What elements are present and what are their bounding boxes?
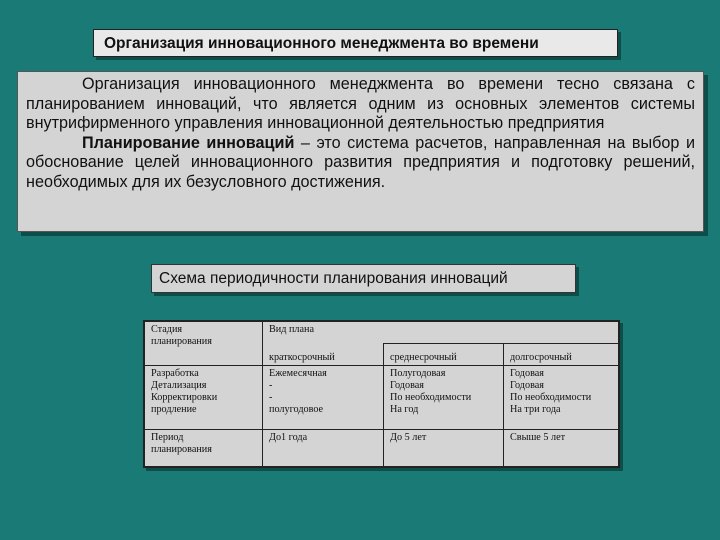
- row-stage-label: [145, 366, 263, 430]
- row-period-label: [145, 430, 263, 467]
- table-cell-line: На три года: [510, 404, 561, 415]
- table-cell-line: Разработка: [151, 368, 199, 379]
- table-cell-line: Годовая: [390, 380, 424, 391]
- definition-paragraph: [26, 134, 695, 193]
- table-cell-line: -: [269, 380, 273, 391]
- stage-long-cell: [504, 366, 619, 430]
- table-cell-line: Полугодовая: [390, 368, 446, 379]
- header-plan-type-cell: [263, 322, 619, 344]
- intro-paragraph: Организация инновационного менеджмента во времени тесно связана с планированием инноваций, что является одним из основных элементов системы внутрифирменного управления инновационной деятельностью предприятия: [26, 75, 695, 133]
- plan-type-short: краткосрочный: [263, 344, 384, 366]
- header-plan-type: Вид плана: [269, 324, 315, 335]
- table-cell-line: полугодовое: [269, 404, 324, 415]
- table-cell-line: Годовая: [510, 380, 544, 391]
- definition-term: Планирование инноваций: [82, 133, 295, 152]
- text-panel: [17, 71, 704, 232]
- period-medium-cell: До 5 лет: [384, 430, 504, 467]
- definition-text: – это система расчетов, направленная на выбор и обоснование целей инновационного развития предприятия и подготовку решений, необходимых для их безусловного достижения.: [26, 133, 695, 191]
- table-cell-line: планирования: [151, 444, 212, 455]
- header-stage-line: Стадия: [151, 324, 183, 335]
- table-cell-line: По необходимости: [390, 392, 472, 403]
- plan-type-medium: среднесрочный: [384, 344, 504, 366]
- header-stage-line: планирования: [151, 336, 212, 347]
- plan-type-long: долгосрочный: [504, 344, 619, 366]
- header-stage-cell: [145, 322, 263, 366]
- planning-table-grid: [144, 321, 619, 467]
- stage-short-cell: [263, 366, 384, 430]
- schema-title: Схема периодичности планирования инноваций: [151, 264, 576, 293]
- table-cell-line: Корректировки: [151, 392, 218, 403]
- stage-medium-cell: [384, 366, 504, 430]
- slide-title: Организация инновационного менеджмента во времени: [93, 29, 618, 57]
- planning-table: [143, 320, 620, 468]
- table-cell-line: продление: [151, 404, 197, 415]
- table-cell-line: Детализация: [151, 380, 207, 391]
- table-cell-line: По необходимости: [510, 392, 592, 403]
- table-cell-line: Ежемесячная: [269, 368, 327, 379]
- table-cell-line: На год: [390, 404, 419, 415]
- period-long-cell: Свыше 5 лет: [504, 430, 619, 467]
- table-cell-line: -: [269, 392, 273, 403]
- period-short-cell: До1 года: [263, 430, 384, 467]
- table-cell-line: Годовая: [510, 368, 544, 379]
- table-cell-line: Период: [151, 432, 184, 443]
